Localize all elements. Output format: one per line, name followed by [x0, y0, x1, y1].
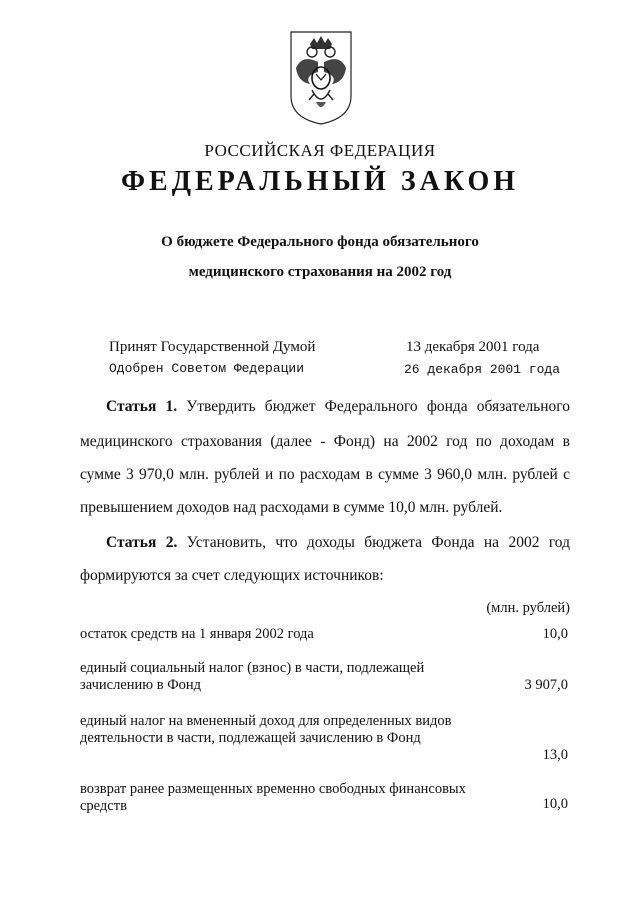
article1-heading: Статья 1.	[106, 398, 178, 415]
income-row-label-1: остаток средств на 1 января 2002 года	[80, 626, 314, 642]
article2-line-2: формируются за счет следующих источников:	[80, 567, 384, 584]
article2-heading: Статья 2.	[106, 534, 178, 551]
article1-text-1: Утвердить бюджет Федерального фонда обязательного	[186, 398, 571, 415]
country-heading: РОССИЙСКАЯ ФЕДЕРАЦИЯ	[204, 141, 436, 160]
article1-line-1	[106, 398, 570, 416]
article1-line-4: превышением доходов над расходами в сумме 10,0 млн. рублей.	[80, 499, 503, 516]
adoption-duma-label: Принят Государственной Думой	[109, 339, 316, 355]
income-row-value-3: 13,0	[542, 747, 568, 763]
article1-line-2: медицинского страхования (далее - Фонд) на 2002 год по доходам в	[80, 433, 570, 450]
article2-text-1: Установить, что доходы бюджета Фонда на 2002 год	[186, 534, 570, 551]
law-title-line-2: медицинского страхования на 2002 год	[188, 264, 452, 280]
article1-line-3: сумме 3 970,0 млн. рублей и по расходам в сумме 3 960,0 млн. рублей с	[80, 466, 570, 483]
law-type-heading: ФЕДЕРАЛЬНЫЙ ЗАКОН	[121, 166, 519, 197]
income-row-label-2: единый социальный налог (взнос) в части, подлежащей зачислению в Фонд	[80, 660, 425, 693]
income-row-value-1: 10,0	[542, 626, 568, 642]
adoption-council-label: Одобрен Советом Федерации	[109, 361, 305, 376]
income-row-value-4: 10,0	[542, 796, 568, 812]
law-title-line-1: О бюджете Федерального фонда обязательного	[161, 234, 479, 250]
adoption-duma-date: 13 декабря 2001 года	[406, 339, 540, 355]
adoption-council-date: 26 декабря 2001 года	[404, 362, 561, 377]
income-row-label-3: единый налог на вмененный доход для определенных видов деятельности в части, подлежащей зачислению в Фонд	[80, 713, 452, 746]
units-label: (млн. рублей)	[486, 600, 570, 616]
coat-of-arms-icon	[288, 28, 354, 126]
income-row-value-2: 3 907,0	[524, 677, 568, 693]
article2-line-1	[106, 534, 570, 552]
income-row-label-4: возврат ранее размещенных временно свободных финансовых средств	[80, 781, 466, 814]
